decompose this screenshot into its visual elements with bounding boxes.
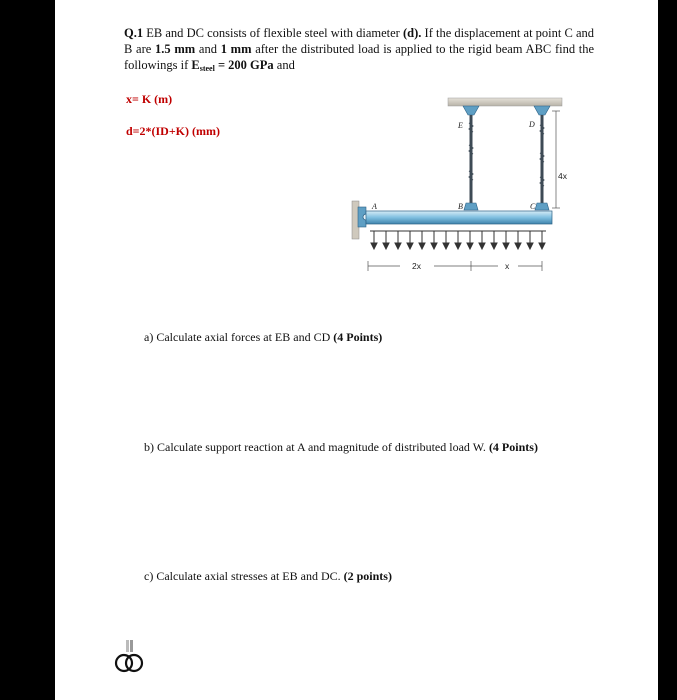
e-symbol: E (191, 58, 200, 72)
part-a-points: (4 Points) (333, 330, 383, 344)
dimension-4x-line (552, 111, 560, 208)
part-c-label: c) (144, 569, 154, 583)
label-4x: 4x (558, 171, 567, 181)
label-2x: 2x (412, 261, 421, 271)
part-b (144, 439, 590, 455)
beam-figure (348, 95, 568, 285)
question-label: Q.1 (124, 26, 144, 40)
label-a: A (372, 202, 377, 211)
rod-eb (469, 115, 473, 203)
diameter-symbol: (d). (402, 26, 422, 40)
distributed-load-arrows (370, 231, 546, 249)
label-b: B (458, 202, 463, 211)
ceiling-support (448, 98, 562, 106)
e-value: = 200 GPa (217, 58, 274, 72)
question-part-2: If the displacement at point C and B are (124, 26, 595, 56)
bracket-d (534, 106, 550, 115)
and-word: and (198, 42, 217, 56)
label-e: E (458, 121, 463, 130)
question-part-3: after the distributed load is applied to the rigid beam ABC find the followings if (124, 42, 595, 72)
part-a (144, 329, 382, 345)
lug-b (464, 203, 478, 210)
dimension-bottom-line (368, 261, 542, 271)
label-d: D (529, 120, 535, 129)
label-c: C (530, 202, 536, 211)
part-b-label: b) (144, 440, 154, 454)
d-definition: d=2*(ID+K) (mm) (126, 124, 220, 138)
rigid-beam-abc (366, 211, 552, 224)
rod-dc (540, 115, 544, 203)
part-b-points: (4 Points) (488, 440, 538, 454)
lug-c (535, 203, 549, 210)
displacement-b: 1 mm (220, 42, 252, 56)
label-x: x (505, 261, 510, 271)
part-c-points: (2 points) (343, 569, 392, 583)
right-black-border (658, 0, 677, 700)
bracket-e (463, 106, 479, 115)
viewer-logo-icon (114, 640, 148, 674)
part-a-text: Calculate axial forces at EB and CD (156, 330, 331, 344)
question-text (124, 25, 594, 77)
question-part-4: and (276, 58, 295, 72)
part-c-text: Calculate axial stresses at EB and DC. (156, 569, 341, 583)
displacement-c: 1.5 mm (155, 42, 196, 56)
question-part-1: EB and DC consists of flexible steel with diameter (146, 26, 400, 40)
part-c (144, 568, 392, 584)
left-black-border (0, 0, 55, 700)
x-definition: x= K (m) (126, 92, 173, 106)
part-b-text: Calculate support reaction at A and magnitude of distributed load W. (157, 440, 486, 454)
e-subscript: steel (199, 64, 215, 73)
part-a-label: a) (144, 330, 154, 344)
